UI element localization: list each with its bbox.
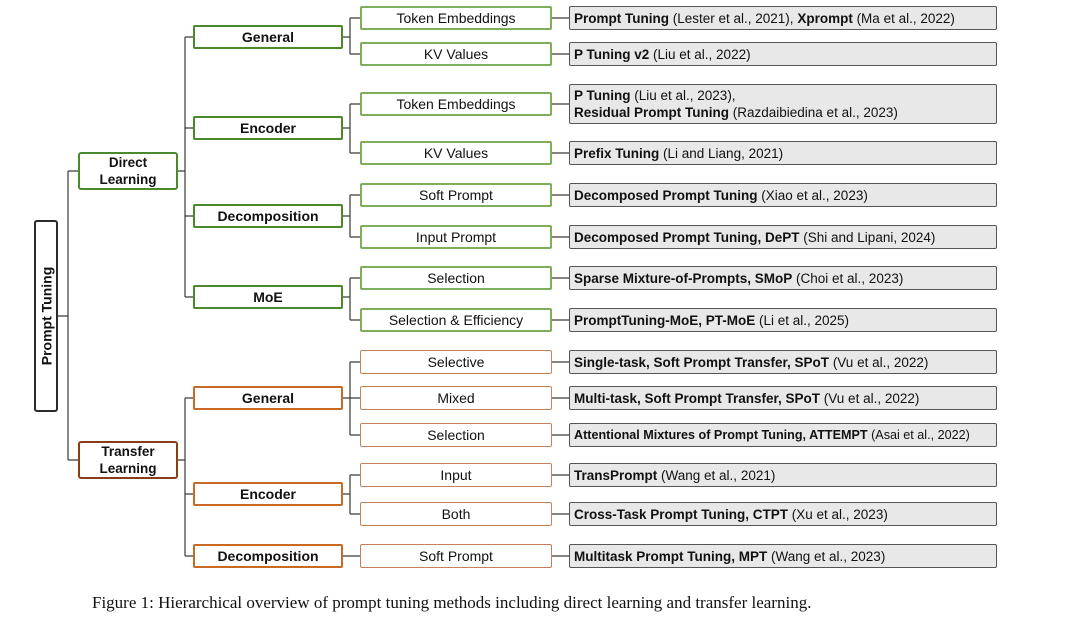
ref-transfer-general-selective: Single-task, Soft Prompt Transfer, SPoT (Vu et al., 2022) (569, 350, 997, 374)
ref-direct-decomposition-input-prompt: Decomposed Prompt Tuning, DePT (Shi and Lipani, 2024) (569, 225, 997, 249)
ref-direct-general-token-embeddings: Prompt Tuning (Lester et al., 2021), Xprompt (Ma et al., 2022) (569, 6, 997, 30)
node-direct-decomposition: Decomposition (193, 204, 343, 228)
ref-direct-encoder-token-embeddings: P Tuning (Liu et al., 2023), Residual Prompt Tuning (Razdaibiedina et al., 2023) (569, 84, 997, 124)
leaf-direct-encoder-kv-values: KV Values (360, 141, 552, 165)
ref-direct-encoder-kv-values: Prefix Tuning (Li and Liang, 2021) (569, 141, 997, 165)
leaf-transfer-general-selective: Selective (360, 350, 552, 374)
ref-transfer-encoder-both: Cross-Task Prompt Tuning, CTPT (Xu et al., 2023) (569, 502, 997, 526)
leaf-transfer-general-mixed: Mixed (360, 386, 552, 410)
ref-transfer-general-mixed: Multi-task, Soft Prompt Transfer, SPoT (Vu et al., 2022) (569, 386, 997, 410)
ref-direct-moe-selection-efficiency: PromptTuning-MoE, PT-MoE (Li et al., 2025) (569, 308, 997, 332)
ref-transfer-encoder-input: TransPrompt (Wang et al., 2021) (569, 463, 997, 487)
node-direct-moe: MoE (193, 285, 343, 309)
leaf-transfer-decomposition-soft-prompt: Soft Prompt (360, 544, 552, 568)
leaf-direct-encoder-token-embeddings: Token Embeddings (360, 92, 552, 116)
ref-direct-moe-selection: Sparse Mixture-of-Prompts, SMoP (Choi et al., 2023) (569, 266, 997, 290)
leaf-direct-moe-selection: Selection (360, 266, 552, 290)
ref-direct-decomposition-soft-prompt: Decomposed Prompt Tuning (Xiao et al., 2023) (569, 183, 997, 207)
leaf-direct-general-kv-values: KV Values (360, 42, 552, 66)
leaf-transfer-encoder-input: Input (360, 463, 552, 487)
root-node-prompt-tuning: Prompt Tuning (34, 220, 58, 412)
leaf-direct-decomposition-soft-prompt: Soft Prompt (360, 183, 552, 207)
figure-caption: Figure 1: Hierarchical overview of prompt tuning methods including direct learning and transfer learning. (92, 593, 812, 612)
node-transfer-decomposition: Decomposition (193, 544, 343, 568)
ref-direct-general-kv-values: P Tuning v2 (Liu et al., 2022) (569, 42, 997, 66)
ref-transfer-general-selection: Attentional Mixtures of Prompt Tuning, ATTEMPT (Asai et al., 2022) (569, 423, 997, 447)
node-transfer-learning: Transfer Learning (78, 441, 178, 479)
node-direct-encoder: Encoder (193, 116, 343, 140)
node-direct-learning: Direct Learning (78, 152, 178, 190)
node-transfer-general: General (193, 386, 343, 410)
leaf-direct-decomposition-input-prompt: Input Prompt (360, 225, 552, 249)
leaf-direct-general-token-embeddings: Token Embeddings (360, 6, 552, 30)
leaf-transfer-general-selection: Selection (360, 423, 552, 447)
node-transfer-encoder: Encoder (193, 482, 343, 506)
node-direct-general: General (193, 25, 343, 49)
ref-transfer-decomposition-soft-prompt: Multitask Prompt Tuning, MPT (Wang et al., 2023) (569, 544, 997, 568)
leaf-direct-moe-selection-efficiency: Selection & Efficiency (360, 308, 552, 332)
leaf-transfer-encoder-both: Both (360, 502, 552, 526)
